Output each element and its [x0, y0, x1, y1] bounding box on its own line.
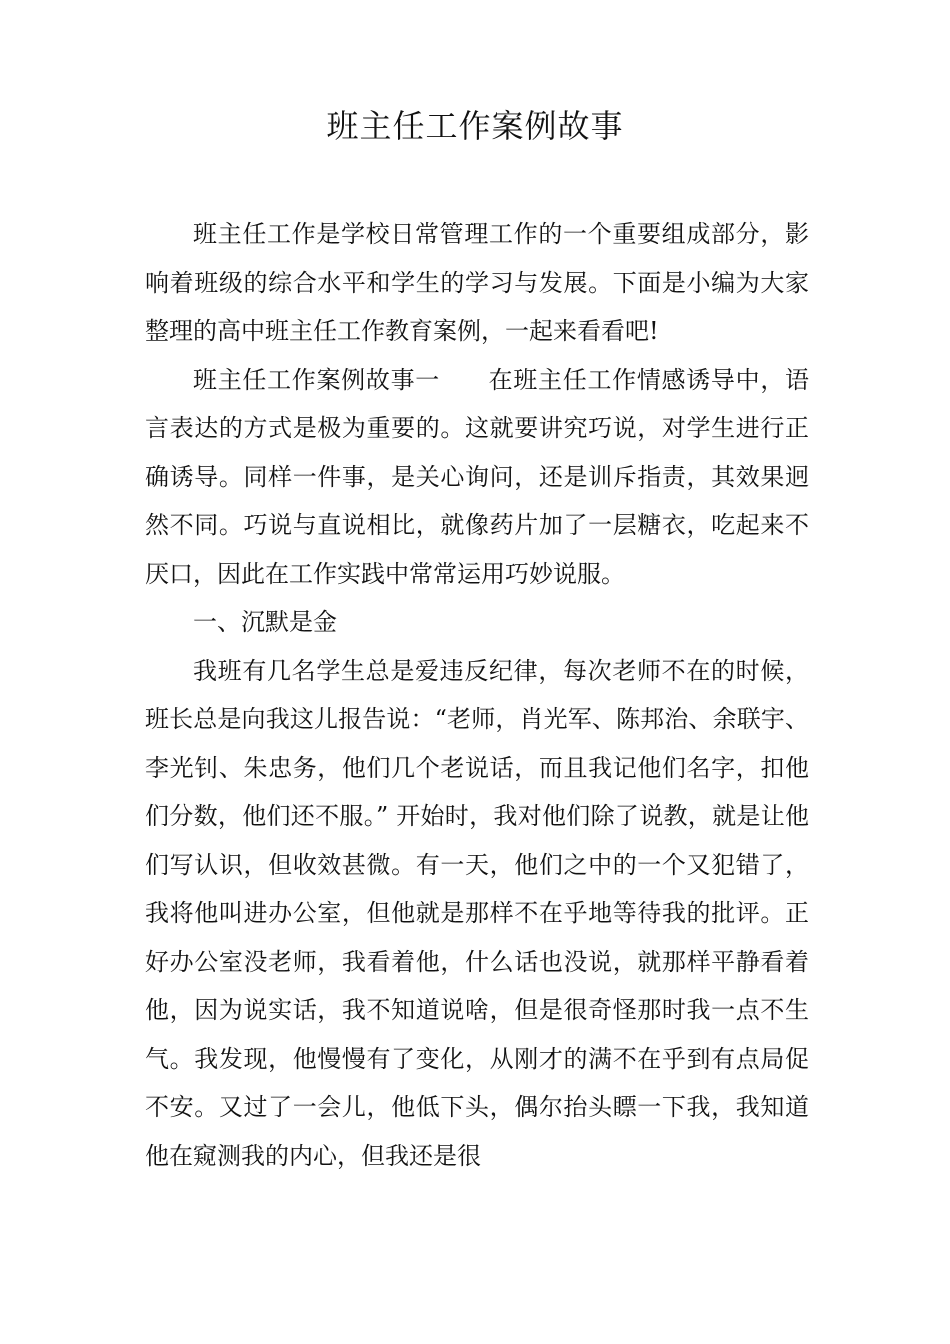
story-one-text: 在班主任工作情感诱导中，语言表达的方式是极为重要的。这就要讲究巧说，对学生进行正确诱导。同样一件事，是关心询问，还是训斥指责，其效果迥然不同。巧说与直说相比，就像药片加了一层糖衣，吃起来不厌口，因此在工作实践中常常运用巧妙说服。 — [145, 365, 810, 588]
narrative-paragraph: 我班有几名学生总是爱违反纪律，每次老师不在的时候，班长总是向我这儿报告说：“老师，肖光军、陈邦治、余联宇、李光钊、朱忠务，他们几个老说话，而且我记他们名字，扣他们分数，他们还不服。” 开始时，我对他们除了说教，就是让他们写认识，但收效甚微。有一天，他们之中的一个又犯错了，我将他叫进办公室，但他就是那样不在乎地等待我的批评。正好办公室没老师，我看着他，什么话也没说，就那样平静看着他，因为说实话，我不知道说啥，但是很奇怪那时我一点不生气。我发现，他慢慢有了变化，从刚才的满不在乎到有点局促不安。又过了一会儿，他低下头，偶尔抬头瞟一下我，我知道他在窥测我的内心，但我还是很 — [145, 656, 809, 1170]
intro-paragraph: 班主任工作是学校日常管理工作的一个重要组成部分，影响着班级的综合水平和学生的学习与发展。下面是小编为大家整理的高中班主任工作教育案例，一起来看看吧! — [145, 220, 809, 345]
story-one-heading: 班主任工作案例故事一 — [193, 365, 440, 394]
document-title: 班主任工作案例故事 — [326, 107, 624, 145]
document-body — [145, 210, 809, 1180]
story-one-paragraph — [145, 356, 809, 599]
section-heading: 一、沉默是金 — [193, 608, 337, 636]
